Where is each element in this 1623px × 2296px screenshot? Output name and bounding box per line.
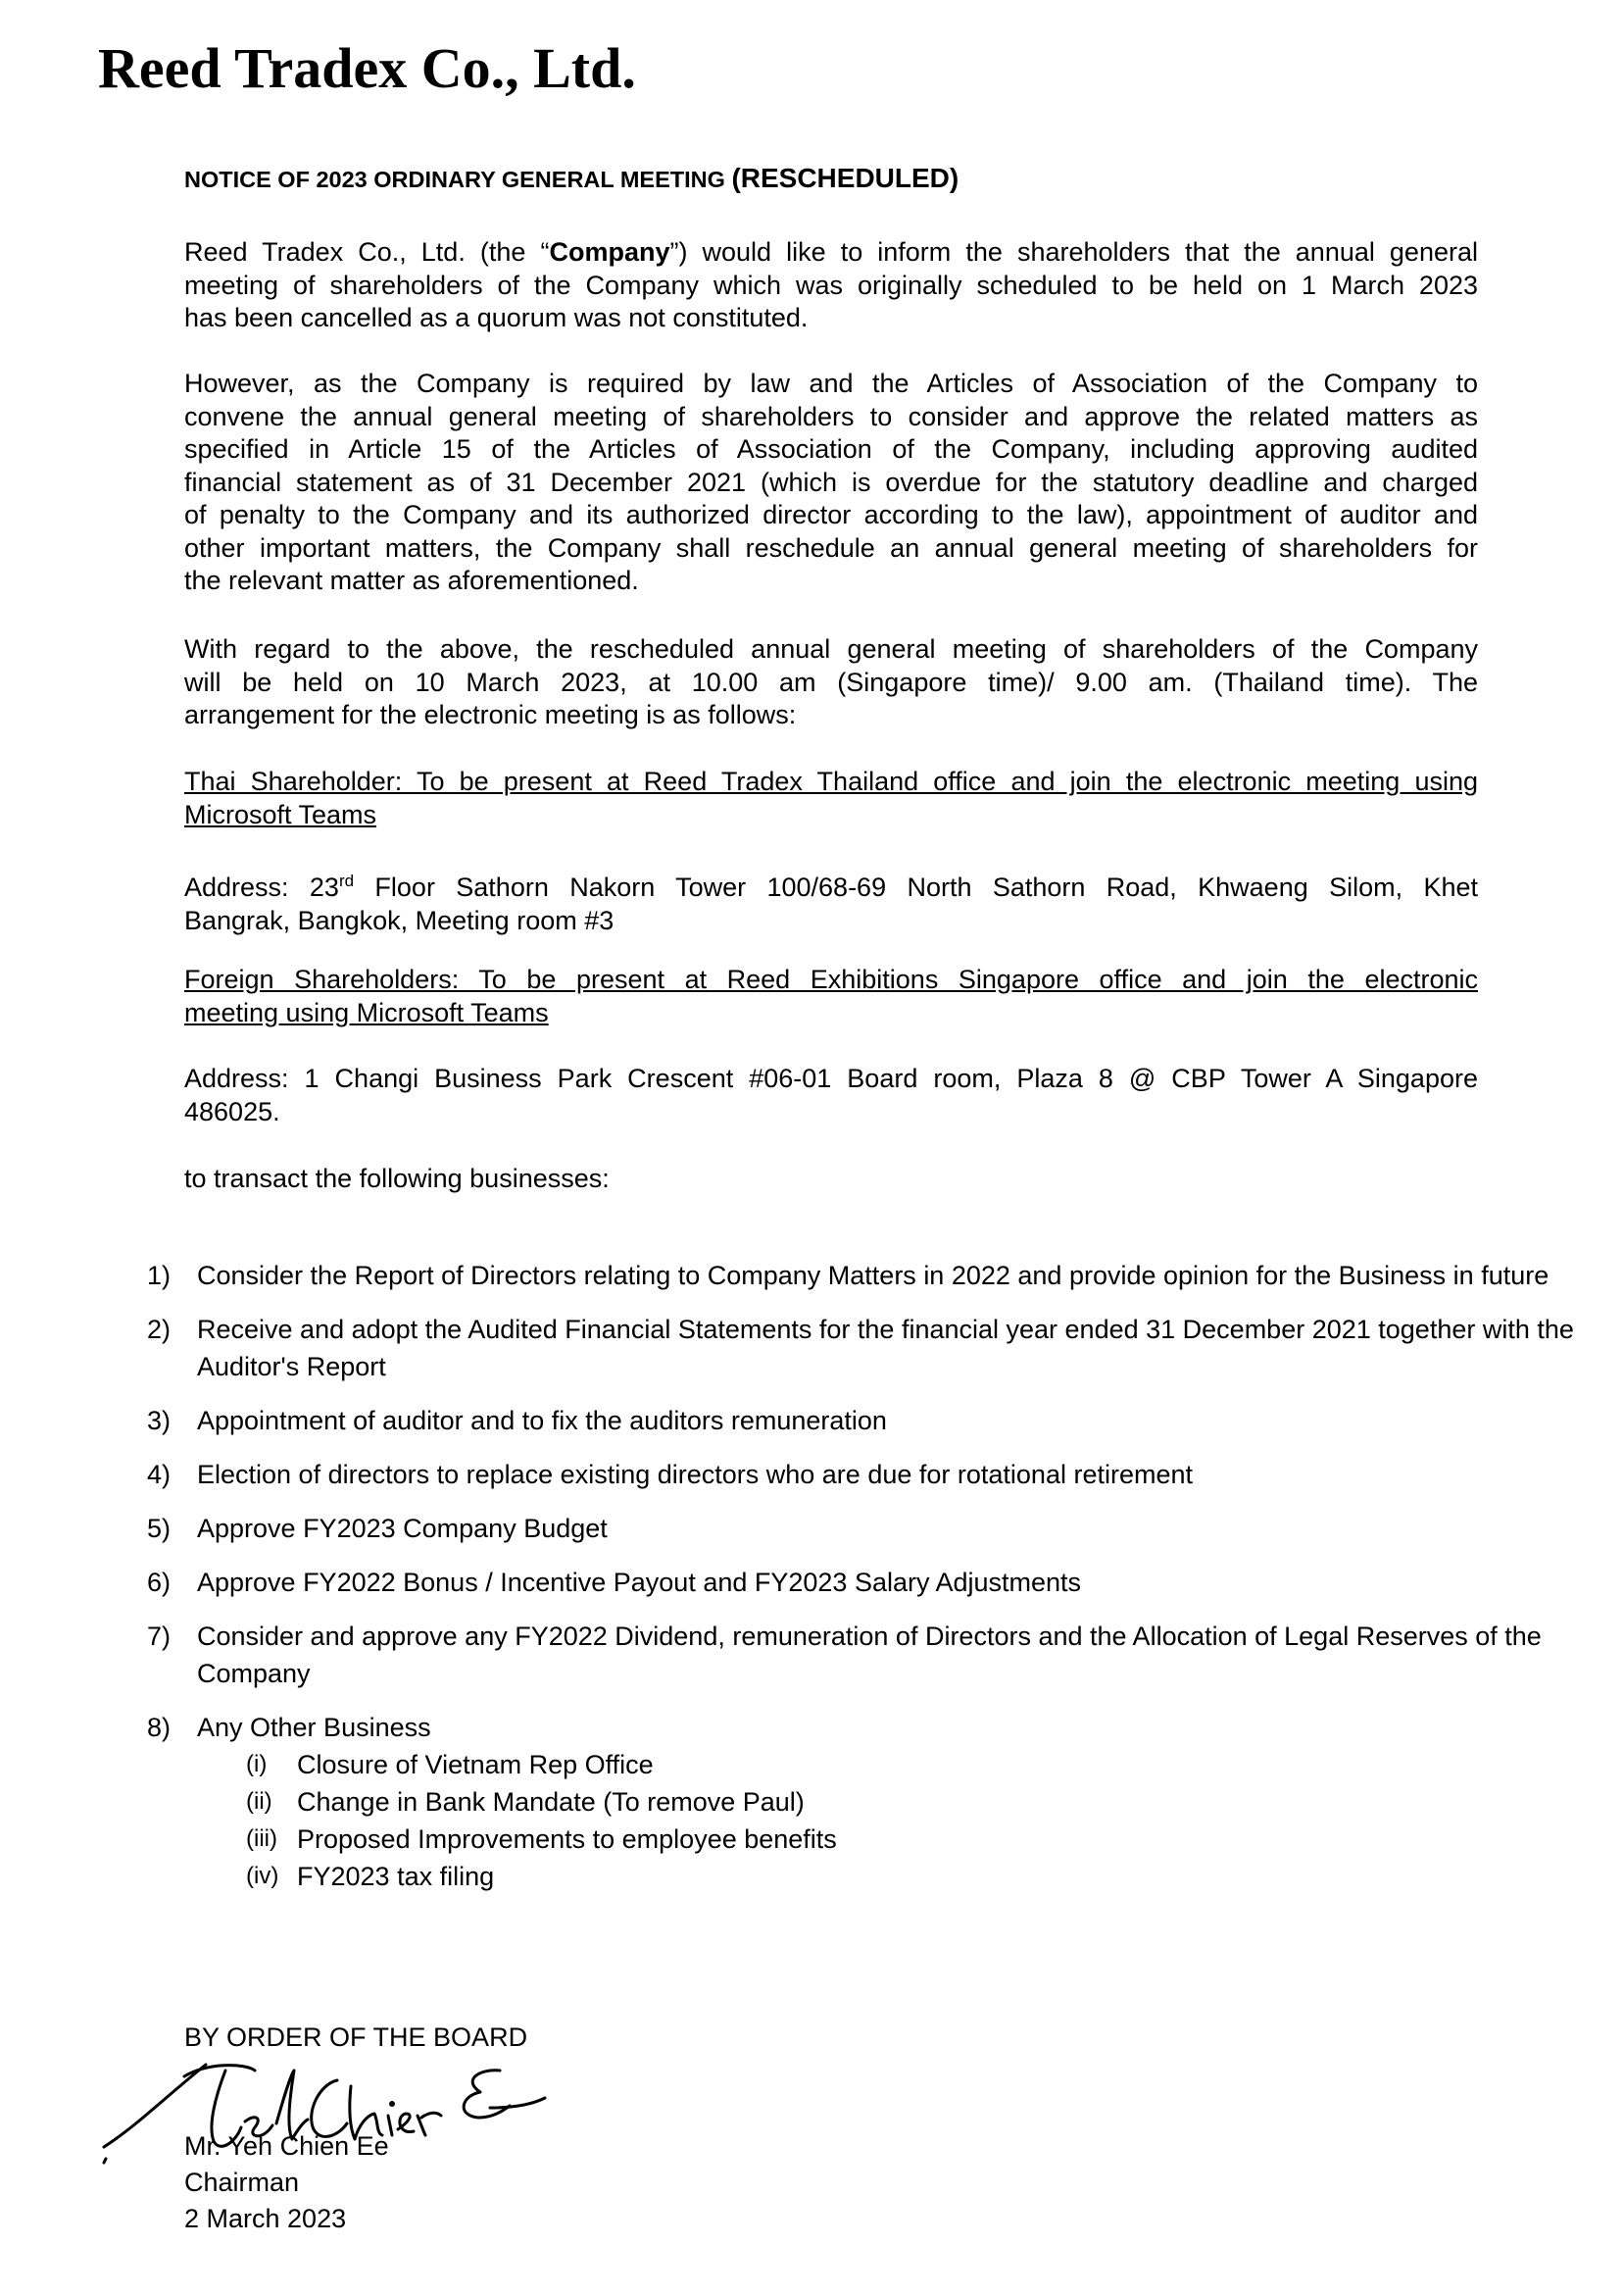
paragraph-line: arrangement for the electronic meeting is as follows: bbox=[184, 700, 797, 729]
paragraph-line: will be held on 10 March 2023, at 10.00 am (Singapore time)/ 9.00 am. (Thailand time). The bbox=[184, 667, 1478, 697]
agenda-text: Appointment of auditor and to fix the auditors remuneration bbox=[197, 1406, 887, 1435]
agenda-item bbox=[147, 1709, 1598, 1895]
signature-space bbox=[184, 2056, 527, 2128]
foreign-address: Address: 1 Changi Business Park Crescent #06-01 Board room, Plaza 8 @ CBP Tower A Singapore 486025. bbox=[184, 1064, 1478, 1126]
agenda-item bbox=[147, 1402, 1598, 1439]
paragraph-line: of penalty to the Company and its authorized director according to the law), appointment of auditor and bbox=[184, 500, 1478, 529]
other-business-list bbox=[246, 1746, 1598, 1895]
agenda-number: 1) bbox=[147, 1261, 172, 1290]
agenda-item bbox=[147, 1618, 1598, 1692]
notice-title bbox=[184, 163, 959, 194]
agenda-number: 3) bbox=[147, 1406, 172, 1435]
agenda-item bbox=[147, 1456, 1598, 1493]
sign-date: 2 March 2023 bbox=[184, 2204, 347, 2233]
sub-item-text: Closure of Vietnam Rep Office bbox=[297, 1750, 654, 1779]
paragraph-line: convene the annual general meeting of shareholders to consider and approve the related matters as bbox=[184, 401, 1478, 431]
agenda-number: 4) bbox=[147, 1460, 172, 1489]
agenda-text: Approve FY2022 Bonus / Incentive Payout and FY2023 Salary Adjustments bbox=[197, 1568, 1082, 1597]
notice-title-rescheduled: (RESCHEDULED) bbox=[731, 163, 959, 193]
agenda-text: Approve FY2023 Company Budget bbox=[197, 1514, 608, 1543]
paragraph-line: meeting of shareholders of the Company which was originally scheduled to be held on 1 March 2023 bbox=[184, 270, 1478, 300]
foreign-shareholder-heading: Foreign Shareholders: To be present at Reed Exhibitions Singapore office and join the electronic meeting using Microsoft Teams bbox=[184, 965, 1478, 1027]
paragraph-line: has been cancelled as a quorum was not constituted. bbox=[184, 303, 809, 332]
thai-shareholder-heading: Thai Shareholder: To be present at Reed Tradex Thailand office and join the electronic meeting using Microsoft Teams bbox=[184, 767, 1478, 829]
agenda-item bbox=[147, 1564, 1598, 1601]
notice-title-main: NOTICE OF 2023 ORDINARY GENERAL MEETING bbox=[184, 167, 732, 192]
company-title: Reed Tradex Co., Ltd. bbox=[98, 36, 636, 100]
agenda-item bbox=[147, 1257, 1598, 1294]
paragraph-reschedule-reason bbox=[184, 368, 1478, 598]
agenda-number: 2) bbox=[147, 1315, 172, 1344]
agenda-item bbox=[147, 1510, 1598, 1547]
agenda-number: 5) bbox=[147, 1514, 172, 1543]
sub-item-number: (ii) bbox=[246, 1788, 272, 1815]
company-defined-term: Company bbox=[549, 237, 670, 267]
paragraph-line: the relevant matter as aforementioned. bbox=[184, 566, 639, 595]
other-business-item bbox=[246, 1746, 1598, 1783]
paragraph-line: financial statement as of 31 December 2021 (which is overdue for the statutory deadline and charged bbox=[184, 467, 1478, 497]
paragraph-line: other important matters, the Company shall reschedule an annual general meeting of shareholders for bbox=[184, 532, 1478, 563]
agenda-text: Receive and adopt the Audited Financial Statements for the financial year ended 31 December 2021 together with the Auditor's Report bbox=[197, 1315, 1574, 1381]
by-order-text: BY ORDER OF THE BOARD bbox=[184, 2022, 528, 2052]
agenda-text: Election of directors to replace existing directors who are due for rotational retirement bbox=[197, 1460, 1193, 1489]
paragraph-line: However, as the Company is required by law and the Articles of Association of the Company to bbox=[184, 369, 1478, 398]
paragraph-line: specified in Article 15 of the Articles of Association of the Company, including approving audited bbox=[184, 434, 1478, 464]
agenda-text: Any Other Business bbox=[197, 1713, 431, 1742]
thai-address: Address: 23rd Floor Sathorn Nakorn Tower 100/68-69 North Sathorn Road, Khwaeng Silom, Khet Bangrak, Bangkok, Meeting room #3 bbox=[184, 872, 1478, 935]
agenda-text: Consider and approve any FY2022 Dividend, remuneration of Directors and the Allocation of Legal Reserves of the Company bbox=[197, 1622, 1542, 1688]
agenda-number: 8) bbox=[147, 1713, 172, 1742]
other-business-item bbox=[246, 1783, 1598, 1821]
sub-item-text: FY2023 tax filing bbox=[297, 1862, 495, 1891]
agenda-number: 7) bbox=[147, 1622, 172, 1651]
paragraph-cancellation bbox=[184, 236, 1478, 335]
signer-title: Chairman bbox=[184, 2168, 300, 2197]
sub-item-number: (iii) bbox=[246, 1825, 277, 1852]
transact-intro: to transact the following businesses: bbox=[184, 1164, 610, 1193]
sub-item-text: Proposed Improvements to employee benefits bbox=[297, 1824, 837, 1854]
signer-name: Mr. Yeh Chien Ee bbox=[184, 2131, 389, 2161]
other-business-item bbox=[246, 1858, 1598, 1895]
paragraph-line: Reed Tradex Co., Ltd. (the “Company”) would like to inform the shareholders that the annual general bbox=[184, 237, 1478, 267]
paragraph-meeting-time bbox=[184, 633, 1478, 732]
sub-item-number: (iv) bbox=[246, 1863, 279, 1889]
paragraph-line: With regard to the above, the rescheduled annual general meeting of shareholders of the Company bbox=[184, 634, 1478, 664]
sub-item-text: Change in Bank Mandate (To remove Paul) bbox=[297, 1787, 805, 1817]
agenda-item bbox=[147, 1311, 1598, 1385]
agenda-list bbox=[147, 1257, 1598, 1895]
signature-block bbox=[184, 2020, 527, 2237]
other-business-item bbox=[246, 1821, 1598, 1858]
agenda-text: Consider the Report of Directors relating to Company Matters in 2022 and provide opinion for the Business in future bbox=[197, 1261, 1549, 1290]
sub-item-number: (i) bbox=[246, 1751, 268, 1777]
agenda-number: 6) bbox=[147, 1568, 172, 1597]
